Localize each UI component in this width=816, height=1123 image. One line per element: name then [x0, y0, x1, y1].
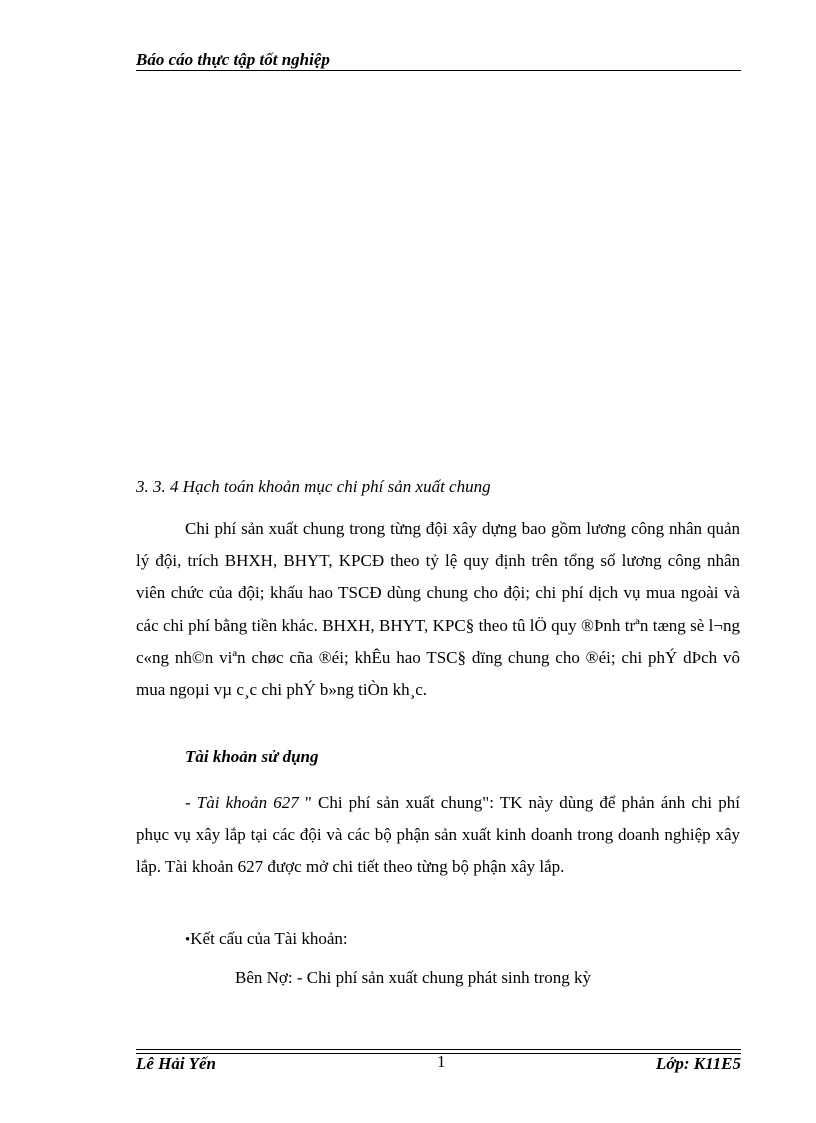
subheading-accounts-used: Tài khoản sử dụng [185, 747, 319, 766]
footer-rule-top [136, 1049, 741, 1050]
account-627-label: - Tài khoản 627 [185, 793, 299, 812]
account-structure-line [185, 929, 348, 949]
debit-side-line: Bên Nợ: - Chi phí sản xuất chung phát sinh trong kỳ [235, 968, 592, 987]
footer-author-name: Lê Hải Yến [136, 1054, 216, 1073]
header-title: Báo cáo thực tập tốt nghiệp [136, 50, 330, 69]
page-number: 1 [437, 1052, 446, 1071]
account-structure-label: Kết cấu của Tài khoản: [190, 929, 348, 948]
footer-class-label: Lớp: K11E5 [655, 1054, 741, 1073]
bullet-icon: • [185, 932, 191, 948]
paragraph-overhead-costs: Chi phí sản xuất chung trong từng đội xây dựng bao gồm lương công nhân quản lý đội, trích BHXH, BHYT, KPCĐ theo tỷ lệ quy định trên tổng số lương công nhân viên chức của đội; khấu hao TSCĐ dùng chung cho đội; chi phí dịch vụ mua ngoài và các chi phí bằng tiền khác. BHXH, BHYT, KPC§ theo tû lÖ quy ®Þnh trªn tæng sè l¬ng c«ng nh©n viªn chøc cña ®éi; khÊu hao TSC§ dïng chung cho ®éi; chi phÝ dÞch vô mua ngoµi vµ c¸c chi phÝ b»ng tiÒn kh¸c. [136, 519, 740, 700]
paragraph-account-627 [136, 787, 740, 884]
section-heading: 3. 3. 4 Hạch toán khoản mục chi phí sản xuất chung [136, 477, 491, 496]
account-627-description: " Chi phí sản xuất chung": TK này dùng để phản ánh chi phí phục vụ xây lắp tại các đội và các bộ phận sản xuất kinh doanh trong doanh nghiệp xây lắp. Tài khoản 627 được mở chi tiết theo từng bộ phận xây lắp. [136, 793, 740, 877]
header-rule [136, 70, 741, 71]
